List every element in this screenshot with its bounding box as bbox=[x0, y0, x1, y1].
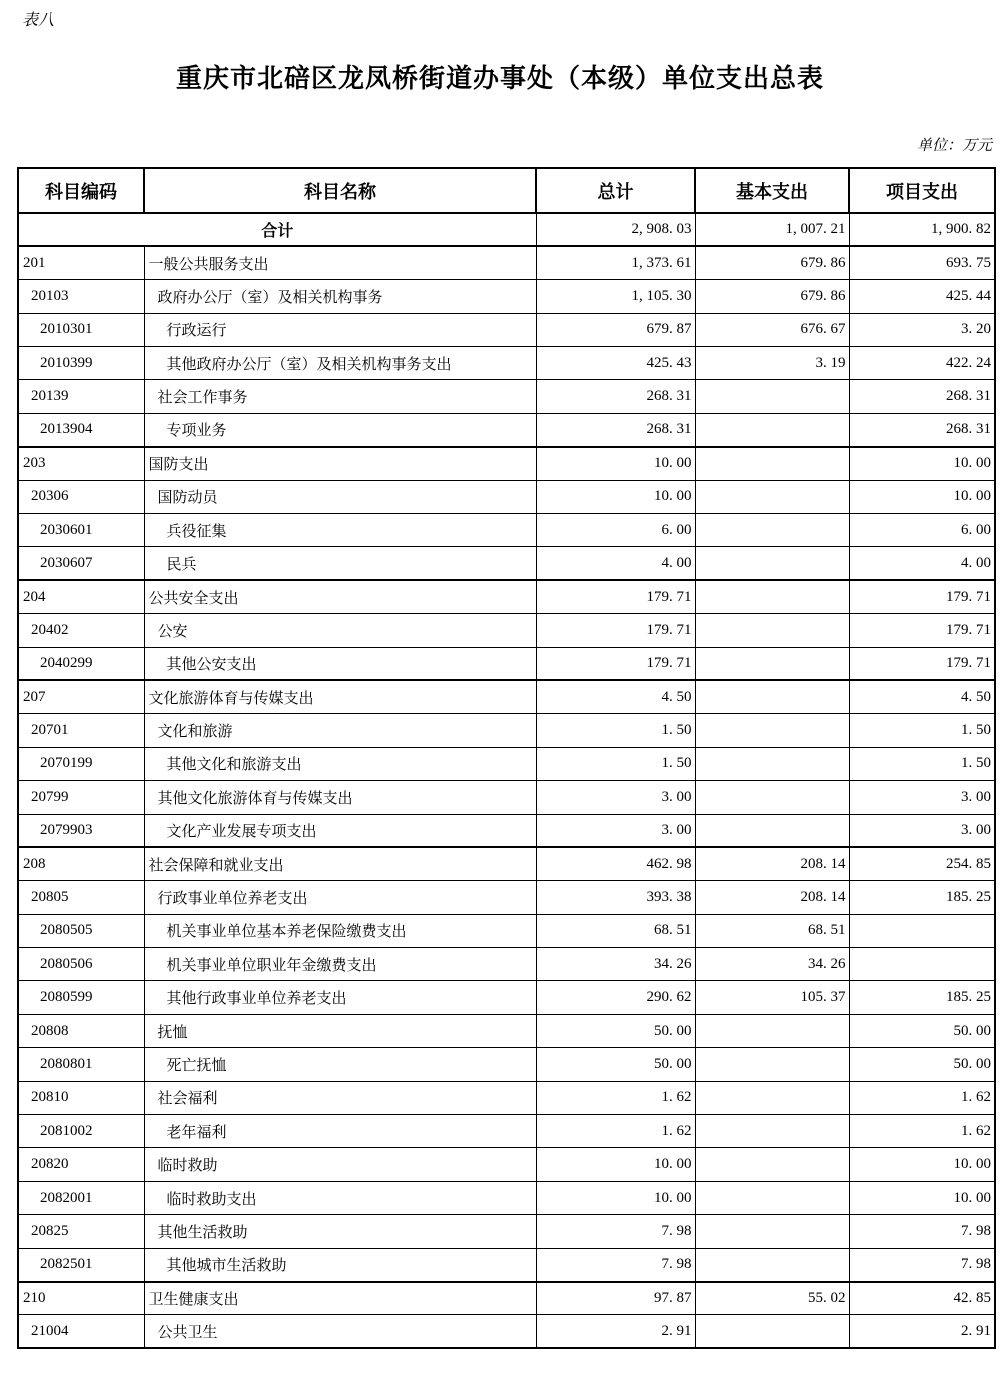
project-expenditure-cell: 2. 91 bbox=[849, 1315, 995, 1348]
total-value-cell: 393. 38 bbox=[536, 881, 695, 914]
basic-expenditure-cell bbox=[695, 514, 849, 547]
subject-code-cell: 207 bbox=[18, 680, 144, 713]
basic-expenditure-cell: 676. 67 bbox=[695, 313, 849, 346]
subject-name-cell: 公共安全支出 bbox=[144, 580, 536, 613]
table-row bbox=[18, 447, 995, 480]
project-expenditure-cell: 185. 25 bbox=[849, 881, 995, 914]
table-row bbox=[18, 1248, 995, 1281]
total-value-cell: 10. 00 bbox=[536, 1148, 695, 1181]
table-row bbox=[18, 1014, 995, 1047]
basic-expenditure-cell bbox=[695, 580, 849, 613]
subject-code-cell: 204 bbox=[18, 580, 144, 613]
table-row bbox=[18, 580, 995, 613]
total-value-cell: 1, 373. 61 bbox=[536, 246, 695, 279]
subject-name-cell: 其他政府办公厅（室）及相关机构事务支出 bbox=[144, 347, 536, 380]
table-row bbox=[18, 647, 995, 680]
project-expenditure-cell: 3. 20 bbox=[849, 313, 995, 346]
subject-code-cell: 2030601 bbox=[18, 514, 144, 547]
basic-expenditure-cell: 208. 14 bbox=[695, 881, 849, 914]
subject-code-cell: 20306 bbox=[18, 480, 144, 513]
header-row bbox=[18, 168, 995, 213]
table-row bbox=[18, 914, 995, 947]
subject-code-cell: 2080506 bbox=[18, 948, 144, 981]
total-value-cell: 179. 71 bbox=[536, 580, 695, 613]
project-expenditure-cell: 1. 50 bbox=[849, 714, 995, 747]
col-header-subject-code: 科目编码 bbox=[18, 168, 144, 213]
subject-name-cell: 民兵 bbox=[144, 547, 536, 580]
subject-code-cell: 20103 bbox=[18, 280, 144, 313]
subject-code-cell: 2079903 bbox=[18, 814, 144, 847]
project-expenditure-cell: 10. 00 bbox=[849, 1148, 995, 1181]
total-value-cell: 179. 71 bbox=[536, 647, 695, 680]
table-row bbox=[18, 480, 995, 513]
project-expenditure-cell: 1. 50 bbox=[849, 747, 995, 780]
subject-code-cell: 2040299 bbox=[18, 647, 144, 680]
subject-name-cell: 死亡抚恤 bbox=[144, 1048, 536, 1081]
total-value-cell: 290. 62 bbox=[536, 981, 695, 1014]
subject-name-cell: 专项业务 bbox=[144, 413, 536, 446]
basic-expenditure-cell bbox=[695, 1148, 849, 1181]
col-header-project-expenditure: 项目支出 bbox=[849, 168, 995, 213]
page-title: 重庆市北碚区龙凤桥街道办事处（本级）单位支出总表 bbox=[175, 63, 824, 93]
table-row bbox=[18, 747, 995, 780]
basic-expenditure-cell bbox=[695, 614, 849, 647]
table-row bbox=[18, 814, 995, 847]
subject-name-cell: 其他城市生活救助 bbox=[144, 1248, 536, 1281]
basic-expenditure-cell: 105. 37 bbox=[695, 981, 849, 1014]
subject-code-cell: 2080505 bbox=[18, 914, 144, 947]
table-row bbox=[18, 1181, 995, 1214]
subject-code-cell: 208 bbox=[18, 847, 144, 880]
subject-name-cell: 老年福利 bbox=[144, 1115, 536, 1148]
basic-expenditure-cell: 679. 86 bbox=[695, 246, 849, 279]
total-value-cell: 268. 31 bbox=[536, 380, 695, 413]
project-expenditure-cell: 7. 98 bbox=[849, 1215, 995, 1248]
project-expenditure-cell: 10. 00 bbox=[849, 447, 995, 480]
table-row bbox=[18, 1148, 995, 1181]
basic-expenditure-cell bbox=[695, 680, 849, 713]
project-expenditure-cell: 4. 50 bbox=[849, 680, 995, 713]
basic-expenditure-cell bbox=[695, 814, 849, 847]
basic-expenditure-cell bbox=[695, 480, 849, 513]
subject-code-cell: 20808 bbox=[18, 1014, 144, 1047]
subject-code-cell: 20701 bbox=[18, 714, 144, 747]
table-row bbox=[18, 847, 995, 880]
subject-name-cell: 临时救助支出 bbox=[144, 1181, 536, 1214]
basic-expenditure-cell: 3. 19 bbox=[695, 347, 849, 380]
basic-expenditure-cell bbox=[695, 380, 849, 413]
table-row bbox=[18, 714, 995, 747]
project-expenditure-cell: 50. 00 bbox=[849, 1048, 995, 1081]
table-row bbox=[18, 1282, 995, 1315]
subject-code-cell: 2081002 bbox=[18, 1115, 144, 1148]
total-value-cell: 268. 31 bbox=[536, 413, 695, 446]
basic-expenditure-cell: 679. 86 bbox=[695, 280, 849, 313]
basic-expenditure-cell bbox=[695, 547, 849, 580]
basic-expenditure-cell bbox=[695, 647, 849, 680]
subject-name-cell: 机关事业单位基本养老保险缴费支出 bbox=[144, 914, 536, 947]
subject-name-cell: 社会保障和就业支出 bbox=[144, 847, 536, 880]
table-row bbox=[18, 514, 995, 547]
subject-name-cell: 文化产业发展专项支出 bbox=[144, 814, 536, 847]
subject-name-cell: 国防支出 bbox=[144, 447, 536, 480]
table-row bbox=[18, 547, 995, 580]
subject-code-cell: 2082001 bbox=[18, 1181, 144, 1214]
project-expenditure-cell: 693. 75 bbox=[849, 246, 995, 279]
subject-name-cell: 抚恤 bbox=[144, 1014, 536, 1047]
table-row bbox=[18, 1315, 995, 1348]
total-value-cell: 68. 51 bbox=[536, 914, 695, 947]
project-expenditure-cell: 179. 71 bbox=[849, 580, 995, 613]
project-expenditure-cell: 10. 00 bbox=[849, 1181, 995, 1214]
basic-expenditure-cell bbox=[695, 1048, 849, 1081]
subject-code-cell: 2070199 bbox=[18, 747, 144, 780]
total-value-cell: 10. 00 bbox=[536, 447, 695, 480]
table-row bbox=[18, 948, 995, 981]
col-header-total: 总计 bbox=[536, 168, 695, 213]
basic-expenditure-cell bbox=[695, 1315, 849, 1348]
subject-name-cell: 公安 bbox=[144, 614, 536, 647]
table-row bbox=[18, 1115, 995, 1148]
table-row bbox=[18, 881, 995, 914]
grand-total-row bbox=[18, 213, 995, 246]
subject-name-cell: 临时救助 bbox=[144, 1148, 536, 1181]
project-expenditure-cell: 1. 62 bbox=[849, 1115, 995, 1148]
basic-expenditure-cell: 208. 14 bbox=[695, 847, 849, 880]
unit-note: 单位：万元 bbox=[916, 138, 992, 154]
subject-code-cell: 2010399 bbox=[18, 347, 144, 380]
subject-code-cell: 20139 bbox=[18, 380, 144, 413]
project-expenditure-cell: 422. 24 bbox=[849, 347, 995, 380]
total-value-cell: 7. 98 bbox=[536, 1248, 695, 1281]
grand-total-project-value: 1, 900. 82 bbox=[849, 213, 995, 246]
subject-name-cell: 其他生活救助 bbox=[144, 1215, 536, 1248]
table-row bbox=[18, 246, 995, 279]
table-row bbox=[18, 1215, 995, 1248]
col-header-subject-name: 科目名称 bbox=[144, 168, 536, 213]
subject-code-cell: 20805 bbox=[18, 881, 144, 914]
basic-expenditure-cell bbox=[695, 1115, 849, 1148]
project-expenditure-cell: 7. 98 bbox=[849, 1248, 995, 1281]
total-value-cell: 679. 87 bbox=[536, 313, 695, 346]
table-row bbox=[18, 981, 995, 1014]
project-expenditure-cell: 50. 00 bbox=[849, 1014, 995, 1047]
subject-name-cell: 社会福利 bbox=[144, 1081, 536, 1114]
project-expenditure-cell: 3. 00 bbox=[849, 814, 995, 847]
basic-expenditure-cell: 68. 51 bbox=[695, 914, 849, 947]
total-value-cell: 1, 105. 30 bbox=[536, 280, 695, 313]
project-expenditure-cell: 185. 25 bbox=[849, 981, 995, 1014]
total-value-cell: 50. 00 bbox=[536, 1048, 695, 1081]
table-row bbox=[18, 614, 995, 647]
total-value-cell: 425. 43 bbox=[536, 347, 695, 380]
subject-code-cell: 203 bbox=[18, 447, 144, 480]
basic-expenditure-cell bbox=[695, 714, 849, 747]
basic-expenditure-cell bbox=[695, 447, 849, 480]
subject-code-cell: 20810 bbox=[18, 1081, 144, 1114]
total-value-cell: 179. 71 bbox=[536, 614, 695, 647]
basic-expenditure-cell: 34. 26 bbox=[695, 948, 849, 981]
project-expenditure-cell: 10. 00 bbox=[849, 480, 995, 513]
table-row bbox=[18, 347, 995, 380]
subject-name-cell: 其他文化和旅游支出 bbox=[144, 747, 536, 780]
subject-name-cell: 其他文化旅游体育与传媒支出 bbox=[144, 781, 536, 814]
project-expenditure-cell: 425. 44 bbox=[849, 280, 995, 313]
subject-name-cell: 机关事业单位职业年金缴费支出 bbox=[144, 948, 536, 981]
project-expenditure-cell bbox=[849, 914, 995, 947]
subject-name-cell: 社会工作事务 bbox=[144, 380, 536, 413]
basic-expenditure-cell bbox=[695, 1081, 849, 1114]
subject-code-cell: 210 bbox=[18, 1282, 144, 1315]
basic-expenditure-cell bbox=[695, 1215, 849, 1248]
subject-code-cell: 2010301 bbox=[18, 313, 144, 346]
subject-name-cell: 公共卫生 bbox=[144, 1315, 536, 1348]
project-expenditure-cell: 268. 31 bbox=[849, 413, 995, 446]
total-value-cell: 34. 26 bbox=[536, 948, 695, 981]
total-value-cell: 4. 50 bbox=[536, 680, 695, 713]
subject-code-cell: 2013904 bbox=[18, 413, 144, 446]
table-row bbox=[18, 1048, 995, 1081]
project-expenditure-cell: 42. 85 bbox=[849, 1282, 995, 1315]
subject-name-cell: 行政事业单位养老支出 bbox=[144, 881, 536, 914]
project-expenditure-cell: 268. 31 bbox=[849, 380, 995, 413]
project-expenditure-cell: 179. 71 bbox=[849, 647, 995, 680]
subject-code-cell: 20799 bbox=[18, 781, 144, 814]
project-expenditure-cell bbox=[849, 948, 995, 981]
project-expenditure-cell: 1. 62 bbox=[849, 1081, 995, 1114]
table-row bbox=[18, 413, 995, 446]
project-expenditure-cell: 254. 85 bbox=[849, 847, 995, 880]
basic-expenditure-cell bbox=[695, 747, 849, 780]
subject-code-cell: 2080801 bbox=[18, 1048, 144, 1081]
subject-name-cell: 其他行政事业单位养老支出 bbox=[144, 981, 536, 1014]
basic-expenditure-cell bbox=[695, 1181, 849, 1214]
subject-code-cell: 2080599 bbox=[18, 981, 144, 1014]
project-expenditure-cell: 4. 00 bbox=[849, 547, 995, 580]
table-row bbox=[18, 781, 995, 814]
total-value-cell: 462. 98 bbox=[536, 847, 695, 880]
subject-name-cell: 行政运行 bbox=[144, 313, 536, 346]
subject-name-cell: 文化和旅游 bbox=[144, 714, 536, 747]
basic-expenditure-cell bbox=[695, 1014, 849, 1047]
total-value-cell: 97. 87 bbox=[536, 1282, 695, 1315]
subject-code-cell: 20825 bbox=[18, 1215, 144, 1248]
basic-expenditure-cell bbox=[695, 413, 849, 446]
total-value-cell: 3. 00 bbox=[536, 781, 695, 814]
table-row bbox=[18, 313, 995, 346]
grand-total-basic-value: 1, 007. 21 bbox=[695, 213, 849, 246]
subject-code-cell: 2082501 bbox=[18, 1248, 144, 1281]
table-number-label: 表八 bbox=[22, 12, 55, 29]
subject-name-cell: 卫生健康支出 bbox=[144, 1282, 536, 1315]
subject-name-cell: 政府办公厅（室）及相关机构事务 bbox=[144, 280, 536, 313]
table-row bbox=[18, 1081, 995, 1114]
table-row bbox=[18, 380, 995, 413]
basic-expenditure-cell bbox=[695, 1248, 849, 1281]
total-value-cell: 4. 00 bbox=[536, 547, 695, 580]
total-value-cell: 1. 50 bbox=[536, 714, 695, 747]
subject-name-cell: 一般公共服务支出 bbox=[144, 246, 536, 279]
subject-name-cell: 兵役征集 bbox=[144, 514, 536, 547]
subject-code-cell: 201 bbox=[18, 246, 144, 279]
grand-total-label: 合计 bbox=[18, 213, 536, 246]
grand-total-total-value: 2, 908. 03 bbox=[536, 213, 695, 246]
table-row bbox=[18, 280, 995, 313]
total-value-cell: 50. 00 bbox=[536, 1014, 695, 1047]
total-value-cell: 6. 00 bbox=[536, 514, 695, 547]
total-value-cell: 7. 98 bbox=[536, 1215, 695, 1248]
total-value-cell: 1. 62 bbox=[536, 1081, 695, 1114]
total-value-cell: 2. 91 bbox=[536, 1315, 695, 1348]
subject-name-cell: 文化旅游体育与传媒支出 bbox=[144, 680, 536, 713]
project-expenditure-cell: 3. 00 bbox=[849, 781, 995, 814]
project-expenditure-cell: 6. 00 bbox=[849, 514, 995, 547]
col-header-basic-expenditure: 基本支出 bbox=[695, 168, 849, 213]
subject-code-cell: 20820 bbox=[18, 1148, 144, 1181]
table-row bbox=[18, 680, 995, 713]
subject-name-cell: 国防动员 bbox=[144, 480, 536, 513]
subject-name-cell: 其他公安支出 bbox=[144, 647, 536, 680]
total-value-cell: 1. 50 bbox=[536, 747, 695, 780]
total-value-cell: 10. 00 bbox=[536, 1181, 695, 1214]
basic-expenditure-cell: 55. 02 bbox=[695, 1282, 849, 1315]
total-value-cell: 10. 00 bbox=[536, 480, 695, 513]
subject-code-cell: 21004 bbox=[18, 1315, 144, 1348]
subject-code-cell: 2030607 bbox=[18, 547, 144, 580]
expenditure-table bbox=[17, 167, 996, 1349]
subject-code-cell: 20402 bbox=[18, 614, 144, 647]
total-value-cell: 3. 00 bbox=[536, 814, 695, 847]
total-value-cell: 1. 62 bbox=[536, 1115, 695, 1148]
basic-expenditure-cell bbox=[695, 781, 849, 814]
project-expenditure-cell: 179. 71 bbox=[849, 614, 995, 647]
